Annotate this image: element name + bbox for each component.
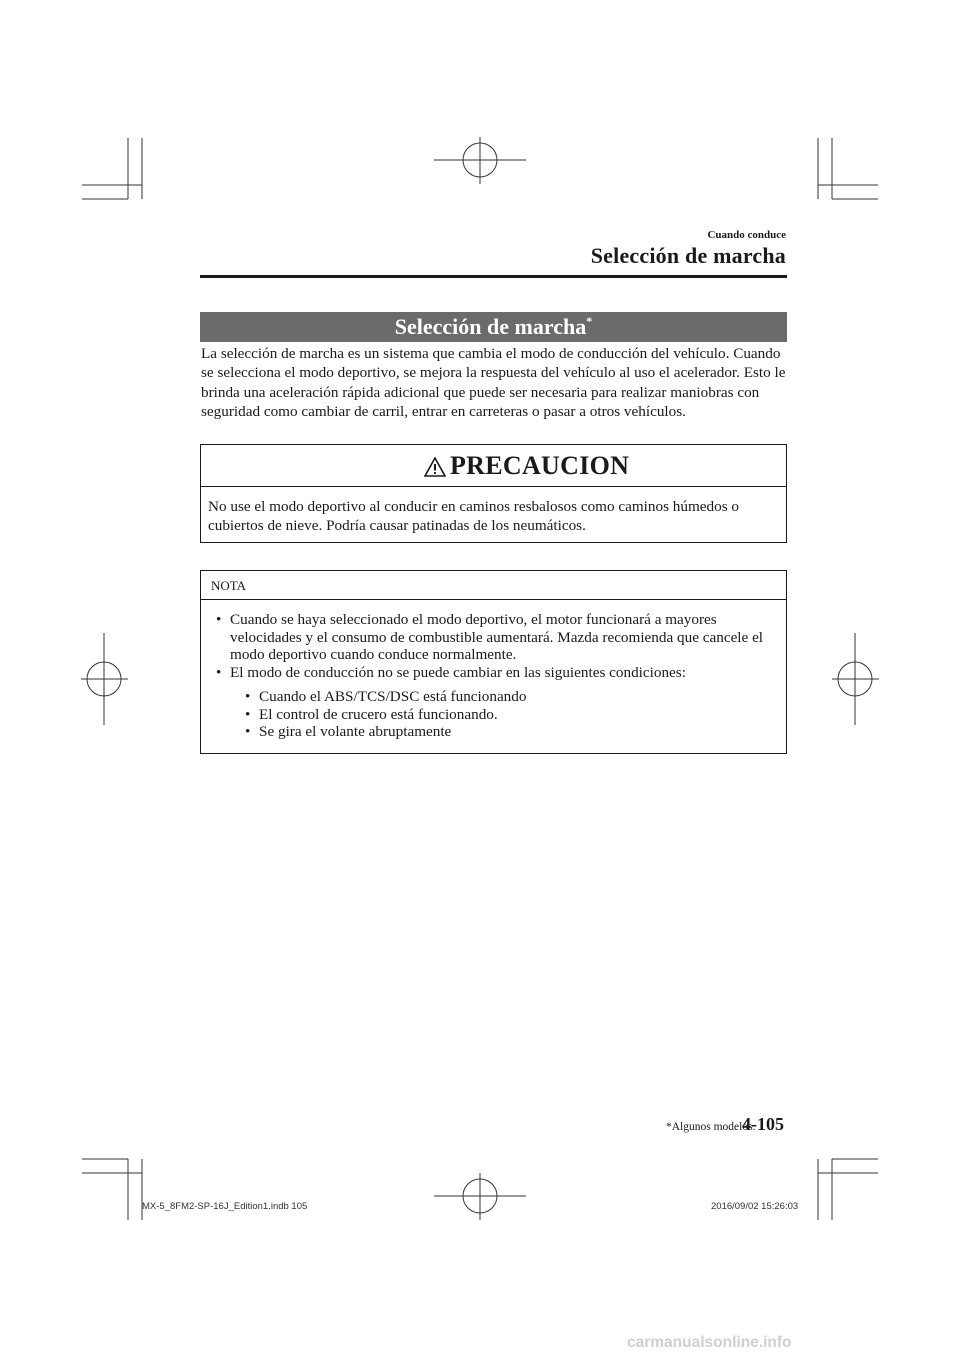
list-item-text: El modo de conducción no se puede cambiar en las siguientes condiciones: xyxy=(230,663,686,681)
registration-mark-top xyxy=(434,137,526,184)
note-header xyxy=(201,571,786,600)
section-title: Selección de marcha xyxy=(394,314,587,339)
bullet: • xyxy=(216,663,222,681)
caution-text: No use el modo deportivo al conducir en caminos resbalosos como caminos húmedos o cubiertos de nieve. Podría causar patinadas de los neumáticos. xyxy=(208,498,740,535)
list-item xyxy=(201,664,770,741)
registration-mark-left xyxy=(81,633,128,725)
caution-box xyxy=(200,444,787,543)
section-label: Cuando conduce xyxy=(707,229,786,241)
header-divider xyxy=(200,275,787,278)
page-header-title: Selección de marcha xyxy=(590,243,786,268)
print-timestamp: 2016/09/02 15:26:03 xyxy=(711,1201,799,1212)
note-box xyxy=(200,570,787,754)
condition-list xyxy=(230,688,770,741)
list-item-text: Se gira el volante abruptamente xyxy=(259,723,452,740)
note-heading: NOTA xyxy=(211,578,247,593)
intro-paragraph: La selección de marcha es un sistema que cambia el modo de conducción del vehículo. Cuando se selecciona el modo deportivo, se mejora la respuesta del vehículo al uso el acelerador. Esto le brinda una aceleración rápida adicional que puede ser necesaria para realizar maniobras con seguridad como cambiar de carril, entrar en carreteras o pasar a otros vehículos. xyxy=(201,345,786,420)
bullet: • xyxy=(245,705,251,723)
list-item-text: Cuando el ABS/TCS/DSC está funcionando xyxy=(259,688,527,705)
list-item xyxy=(230,688,759,706)
page-number: 4-105 xyxy=(742,1114,784,1134)
list-item xyxy=(230,723,759,741)
list-item-text: Cuando se haya seleccionado el modo deportivo, el motor funcionará a mayores velocidades y el consumo de combustible aumentará. Mazda recomienda que cancele el modo deportivo cuando conduce normalmente. xyxy=(230,611,764,663)
bullet: • xyxy=(245,723,251,740)
file-info: MX-5_8FM2-SP-16J_Edition1.indb 105 xyxy=(142,1201,308,1212)
list-item xyxy=(230,706,759,724)
note-list xyxy=(201,611,786,741)
watermark: carmanualsonline.info xyxy=(627,1334,792,1351)
section-title-bar xyxy=(200,312,787,342)
optional-equipment-marker: * xyxy=(586,314,593,328)
list-item-text: El control de crucero está funcionando. xyxy=(259,705,498,723)
warning-triangle-icon xyxy=(424,457,446,477)
registration-mark-right xyxy=(832,633,879,725)
registration-mark-bottom xyxy=(434,1173,526,1220)
list-item xyxy=(201,611,770,664)
caution-header xyxy=(201,445,786,487)
models-footnote: *Algunos modelos. xyxy=(666,1121,756,1133)
bullet: • xyxy=(216,611,222,628)
bullet: • xyxy=(245,688,251,705)
caution-heading: PRECAUCION xyxy=(450,451,630,480)
